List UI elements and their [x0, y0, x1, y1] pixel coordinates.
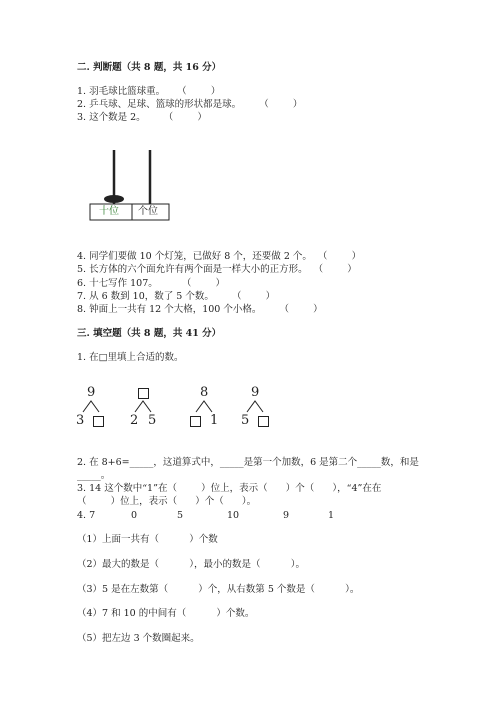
tree-3-left-box[interactable] — [190, 416, 201, 427]
tree-4-right-box[interactable] — [258, 416, 269, 427]
fill-q4-sub2: （2）最大的数是（ ），最小的数是（ ）。 — [77, 559, 305, 570]
tree-1-branch — [83, 401, 99, 412]
fill-q4-sub1: （1）上面一共有（ ）个数 — [77, 534, 218, 545]
tree-1-right-box[interactable] — [93, 416, 104, 427]
judgement-q6: 6. 十七写作 107。 （ ） — [77, 278, 226, 289]
fill-q3-line1: 3. 14 这个数中“1”在（ ）位上，表示（ ）个（ ），“4”在在 — [77, 483, 382, 494]
tree-1-top: 9 — [87, 385, 96, 400]
fill-q4-sub4: （4）7 和 10 的中间有（ ）个数。 — [77, 608, 255, 619]
judgement-q5: 5. 长方体的六个面允许有两个面是一样大小的正方形。 （ ） — [77, 264, 357, 275]
tree-2-top-box[interactable] — [138, 388, 149, 399]
fill-q4-number-3: 10 — [227, 510, 240, 521]
tree-3-right: 1 — [210, 413, 219, 428]
fill-q3-line2: （ ）位上，表示（ ）个（ ）。 — [77, 496, 257, 507]
judgement-q3: 3. 这个数是 2。 （ ） — [77, 112, 207, 123]
tree-2-right: 5 — [148, 413, 157, 428]
judgement-q8: 8. 钟面上一共有 12 个大格，100 个小格。 （ ） — [77, 304, 323, 315]
tree-2-left: 2 — [130, 413, 139, 428]
abacus-ones-label: 个位 — [138, 206, 158, 217]
tree-3-top: 8 — [200, 385, 209, 400]
fill-q4-number-4: 9 — [283, 510, 290, 521]
tree-2-branch — [135, 401, 151, 412]
judgement-q4: 4. 同学们要做 10 个灯笼，已做好 8 个，还要做 2 个。 （ ） — [77, 251, 362, 262]
tree-4-branch — [247, 401, 263, 412]
abacus-tens-label: 十位 — [99, 206, 119, 217]
judgement-q7: 7. 从 6 数到 10，数了 5 个数。 （ ） — [77, 291, 276, 302]
fill-q4-label: 4. 7 — [77, 510, 96, 521]
tree-3-branch — [196, 401, 212, 412]
fill-q1: 1. 在□里填上合适的数。 — [77, 352, 184, 363]
fill-q2-line1: 2. 在 8+6=_____，这道算式中，_____是第一个加数，6 是第二个_____数，和是 — [77, 457, 419, 468]
section-title-judgement: 二. 判断题（共 8 题，共 16 分） — [77, 62, 222, 73]
fill-q4-number-5: 1 — [328, 510, 335, 521]
fill-q4-number-1: 0 — [131, 510, 138, 521]
judgement-q2: 2. 乒乓球、足球、篮球的形状都是球。 （ ） — [77, 99, 303, 110]
tree-1-left: 3 — [76, 413, 85, 428]
fill-q4-sub5: （5）把左边 3 个数圈起来。 — [77, 633, 200, 644]
fill-q2-line2: _____。 — [77, 470, 111, 481]
section-title-fill-blank: 三. 填空题（共 8 题，共 41 分） — [77, 328, 222, 339]
tree-4-top: 9 — [251, 385, 260, 400]
fill-q4-number-2: 5 — [177, 510, 184, 521]
fill-q4-sub3: （3）5 是在左数第（ ）个，从右数第 5 个数是（ ）。 — [77, 584, 360, 595]
judgement-q1: 1. 羽毛球比篮球重。 （ ） — [77, 86, 221, 97]
tree-4-left: 5 — [241, 413, 250, 428]
